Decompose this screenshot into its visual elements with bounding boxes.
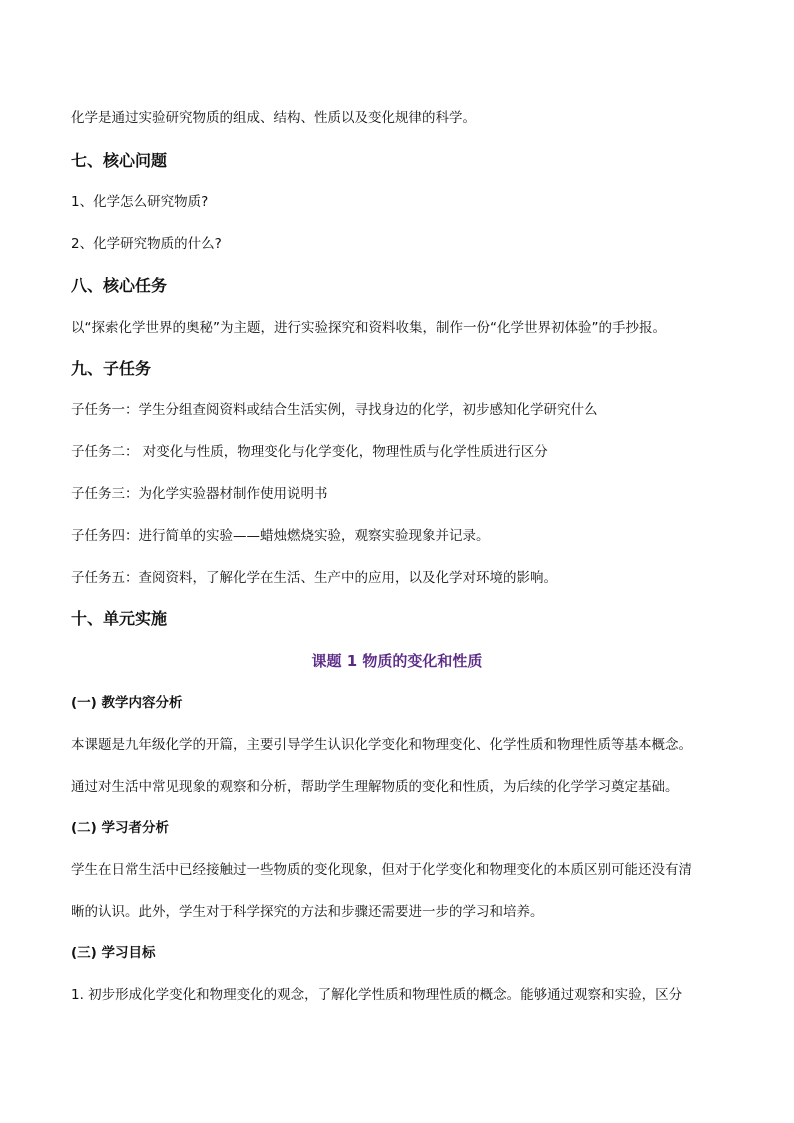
content-analysis-line: 通过对生活中常见现象的观察和分析，帮助学生理解物质的变化和性质，为后续的化学学习奠定基础。 [71,779,679,795]
subheading-learner-analysis: (二) 学习者分析 [71,820,170,836]
lesson-title: 课题 1 物质的变化和性质 [311,652,483,670]
section-heading-core-task: 八、核心任务 [71,276,168,295]
subtask-item: 子任务一：学生分组查阅资料或结合生活实例，寻找身边的化学，初步感知化学研究什么 [71,402,598,418]
subtask-item: 子任务二： 对变化与性质，物理变化与化学变化，物理性质与化学性质进行区分 [71,444,548,460]
subtask-item: 子任务三：为化学实验器材制作使用说明书 [71,486,328,502]
core-question-item: 2、化学研究物质的什么? [71,236,222,252]
subheading-learning-objectives: (三) 学习目标 [71,945,156,961]
learner-analysis-line: 学生在日常生活中已经接触过一些物质的变化现象，但对于化学变化和物理变化的本质区别可能还没有清 [71,862,692,878]
intro-paragraph: 化学是通过实验研究物质的组成、结构、性质以及变化规律的科学。 [71,110,476,126]
subtask-item: 子任务四：进行简单的实验——蜡烛燃烧实验，观察实验现象并记录。 [71,528,490,544]
section-heading-core-questions: 七、核心问题 [71,151,168,170]
section-heading-subtasks: 九、子任务 [71,359,152,378]
subtask-item: 子任务五：查阅资料，了解化学在生活、生产中的应用，以及化学对环境的影响。 [71,570,557,586]
subheading-content-analysis: (一) 教学内容分析 [71,695,183,711]
section-heading-unit-implementation: 十、单元实施 [71,609,168,628]
content-analysis-line: 本课题是九年级化学的开篇，主要引导学生认识化学变化和物理变化、化学性质和物理性质等基本概念。 [71,737,692,753]
core-task-paragraph: 以“探索化学世界的奥秘”为主题，进行实验探究和资料收集，制作一份“化学世界初体验”的手抄报。 [71,320,666,336]
learner-analysis-line: 晰的认识。此外，学生对于科学探究的方法和步骤还需要进一步的学习和培养。 [71,904,544,920]
learning-objective-line: 1. 初步形成化学变化和物理变化的观念，了解化学性质和物理性质的概念。能够通过观察和实验，区分 [71,987,683,1003]
core-question-item: 1、化学怎么研究物质? [71,194,209,210]
